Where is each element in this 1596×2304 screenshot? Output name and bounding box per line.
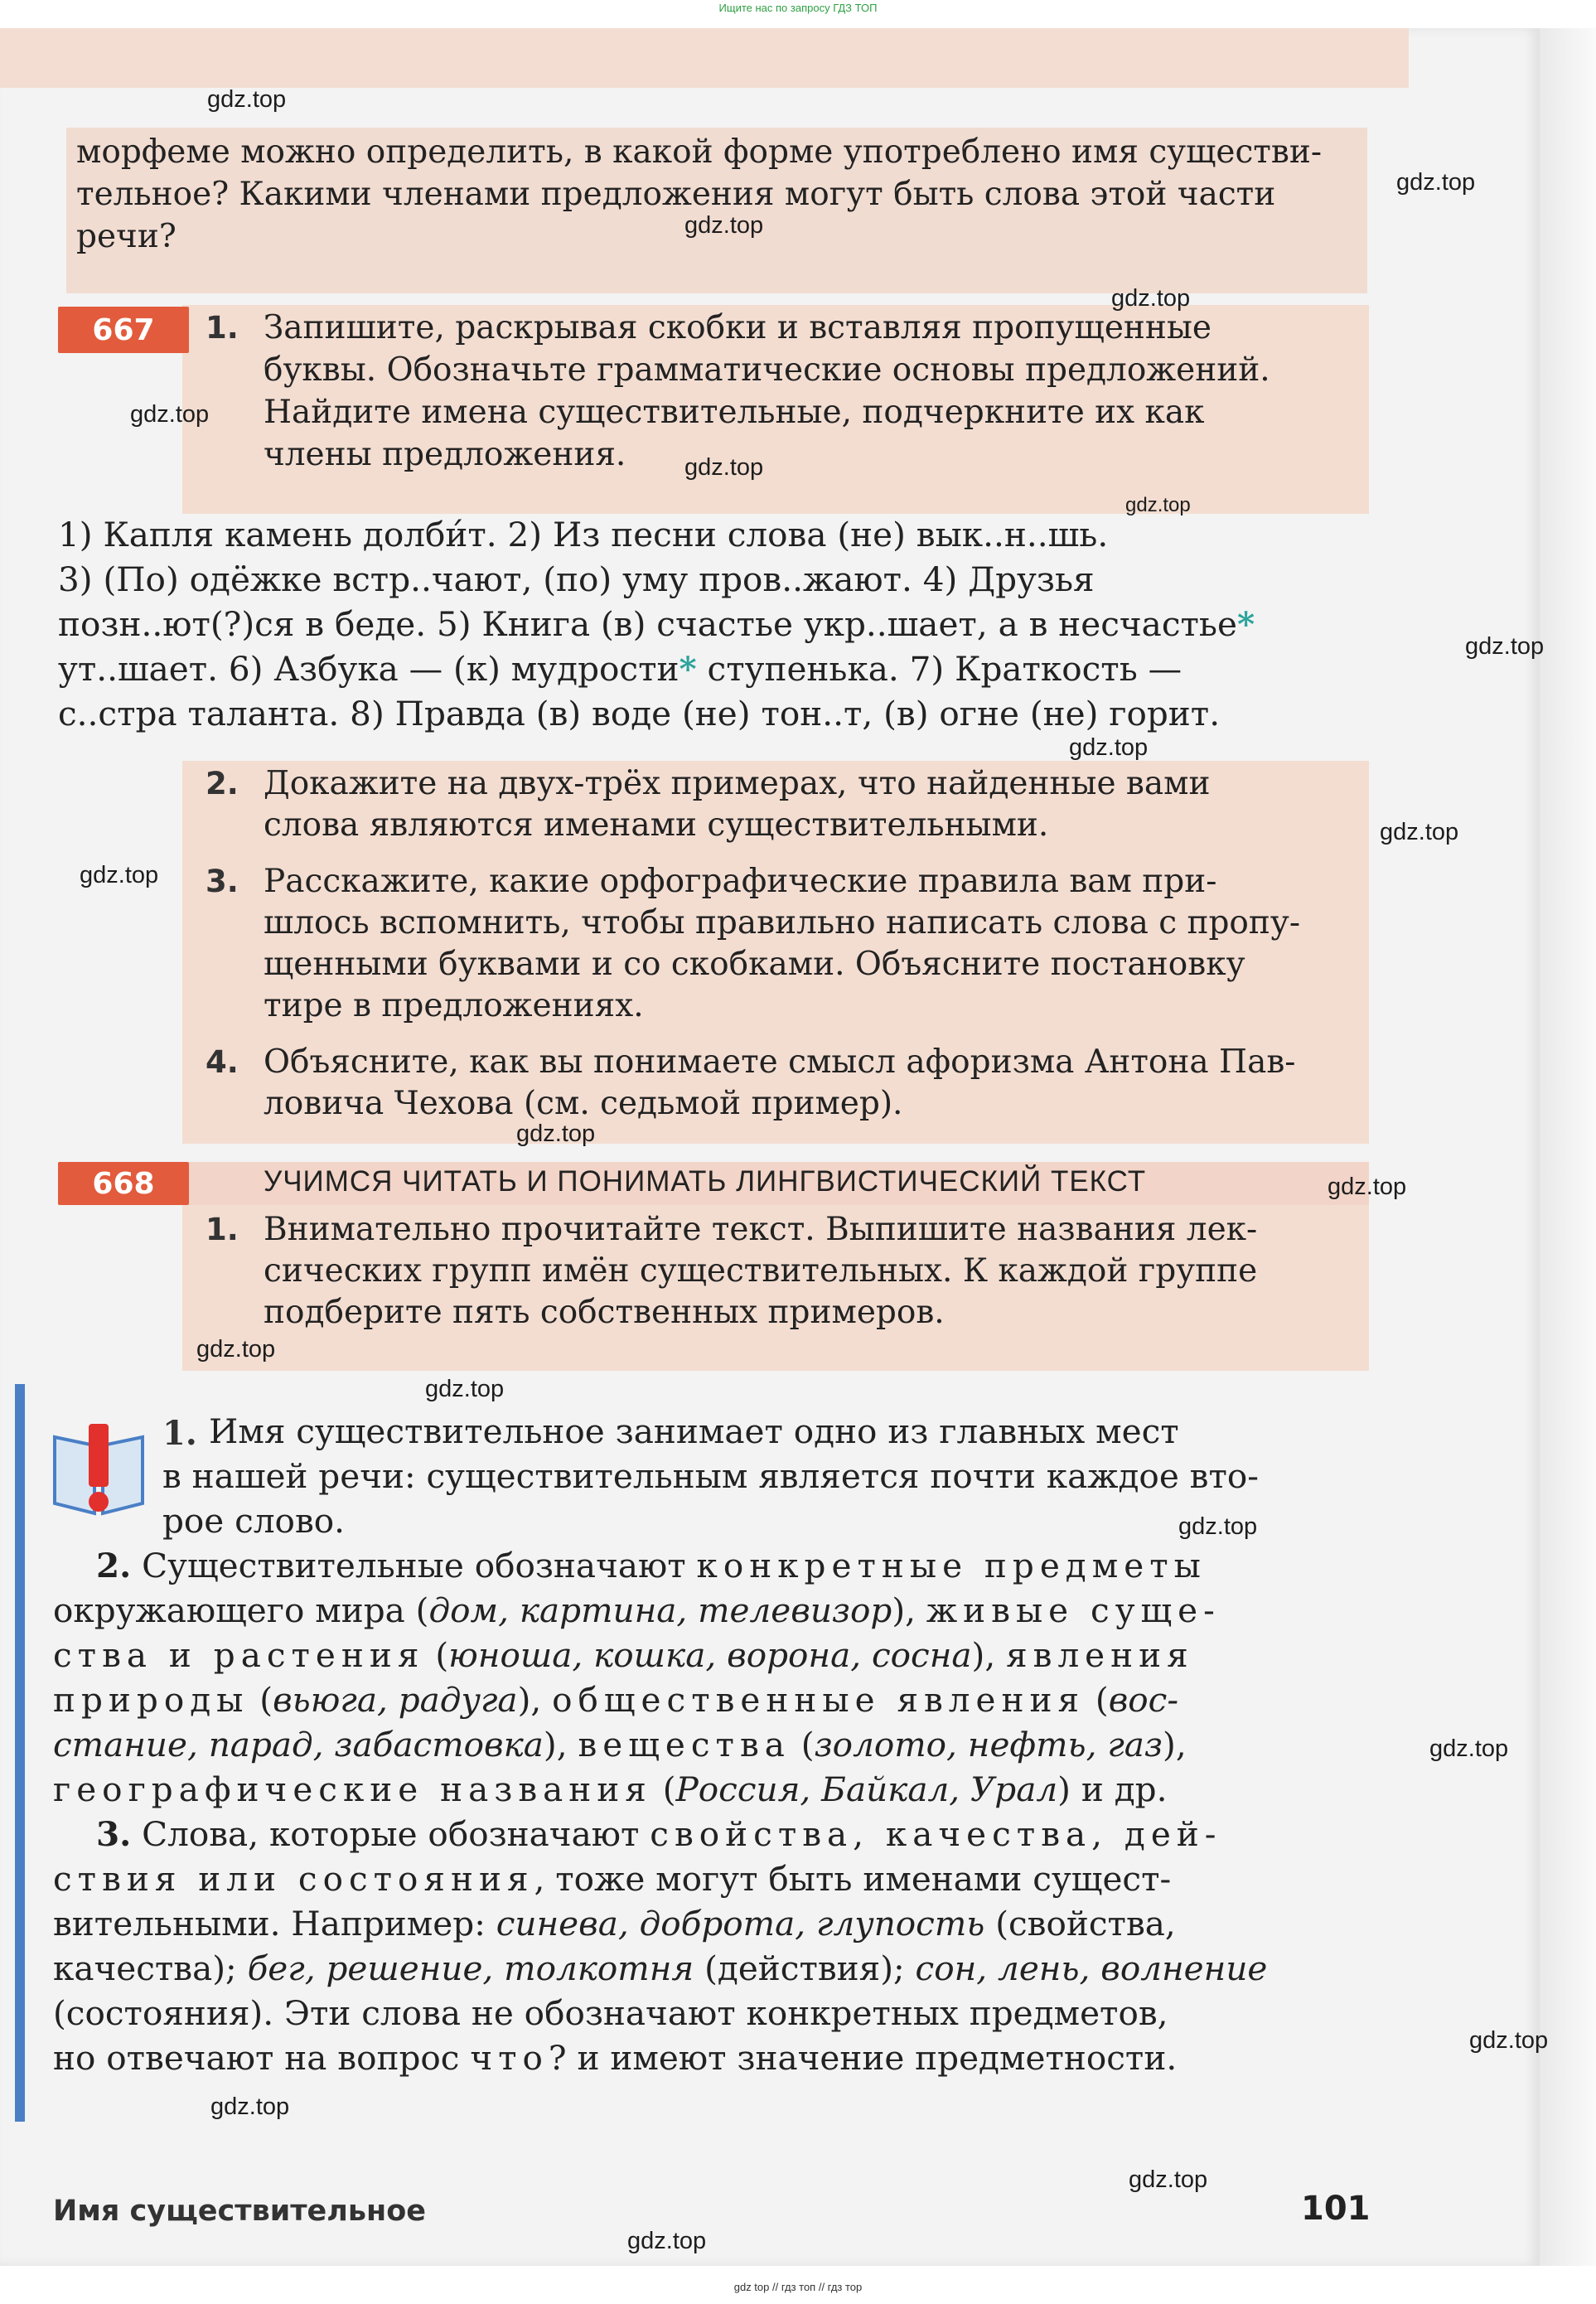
ex667-task1-line-4: члены предложения. <box>264 436 626 473</box>
ex668-task1-line-3: подберите пять собственных примеров. <box>264 1294 945 1331</box>
page-right-edge <box>1540 28 1596 2266</box>
spaced-term: общественные явления <box>552 1680 1086 1720</box>
rule-p3-line-2 <box>53 1856 1366 1901</box>
ex667-task1-line-3: Найдите имена существительные, подчеркните их как <box>264 394 1205 431</box>
ex668-number-badge: 668 <box>58 1162 189 1205</box>
rule-p1-line-1: Имя существительное занимает одно из главных мест <box>209 1411 1179 1451</box>
rule-p2-text: ( <box>790 1725 815 1764</box>
rule-p2-line-4 <box>53 1677 1366 1722</box>
watermark: gdz.top <box>1328 1174 1407 1200</box>
rule-p2-text: ), <box>971 1635 1007 1675</box>
intro-question-line-2: тельное? Какими членами предложения могут быть слова этой части <box>76 176 1276 213</box>
rule-p2-line-1 <box>53 1543 1366 1588</box>
rule-p3-text: (свойства, <box>984 1904 1176 1943</box>
watermark: gdz.top <box>1125 494 1191 516</box>
ex667-sentence-line-4 <box>58 646 1367 691</box>
watermark: gdz.top <box>196 1336 276 1363</box>
rule-p2-line-3 <box>53 1633 1366 1677</box>
ex667-task3-line-4: тире в предложениях. <box>264 987 644 1024</box>
ex667-task2-line-2: слова являются именами существительными. <box>264 806 1049 844</box>
rule-p3-number: 3. <box>96 1814 132 1854</box>
ex667-task4-line-2: ловича Чехова (см. седьмой пример). <box>264 1085 903 1122</box>
watermark: gdz.top <box>684 212 764 239</box>
italic-example: юноша, кошка, ворона, сосна <box>448 1635 972 1675</box>
ex667-sentence-line-3-text: позн..ют(?)ся в беде. 5) Книга (в) счастье укр..шает, а в несчастье <box>58 604 1237 644</box>
rule-p2-text: ) и др. <box>1057 1769 1168 1809</box>
spaced-term: ствия или состояния <box>53 1859 534 1899</box>
watermark: gdz.top <box>207 86 287 113</box>
rule-p3-line-4 <box>53 1946 1366 1991</box>
watermark: gdz.top <box>684 454 764 481</box>
rule-p2-text: ), <box>517 1680 553 1720</box>
watermark: gdz.top <box>1111 285 1191 312</box>
watermark: gdz.top <box>1069 734 1149 761</box>
spaced-term: вещества <box>578 1725 791 1764</box>
ex667-task2-number: 2. <box>206 766 239 801</box>
ex667-task1-line-1: Запишите, раскрывая скобки и вставляя пропущенные <box>264 309 1212 346</box>
italic-example: дом, картина, телевизор <box>428 1590 892 1630</box>
rule-p3-text: ? и имеют значение предметности. <box>548 2038 1178 2078</box>
rule-p2-text: ( <box>424 1635 449 1675</box>
rule-p1-line-3: рое слово. <box>162 1501 346 1541</box>
ex667-sentence-line-4-part-a: ут..шает. 6) Азбука — (к) мудрости <box>58 649 680 689</box>
ex667-task3-line-1: Расскажите, какие орфографические правила вам при- <box>264 863 1217 900</box>
spaced-term: что <box>470 2038 549 2078</box>
watermark: gdz.top <box>1129 2166 1208 2193</box>
rule-p2-text: ( <box>249 1680 273 1720</box>
italic-example: стание, парад, забастовка <box>53 1725 544 1764</box>
rule-p3-line-5: (состояния). Эти слова не обозначают конкретных предметов, <box>53 1993 1168 2033</box>
italic-example: вос- <box>1108 1680 1179 1720</box>
watermark: gdz.top <box>1178 1513 1258 1540</box>
italic-example: вьюга, радуга <box>273 1680 518 1720</box>
rule-p2-line-6 <box>53 1767 1366 1812</box>
watermark: gdz.top <box>1429 1735 1509 1762</box>
rule-p2-text: Существительные обозначают <box>142 1546 697 1585</box>
ex668-task1-line-1: Внимательно прочитайте текст. Выпишите названия лек- <box>264 1211 1258 1248</box>
spaced-term: конкретные предметы <box>696 1546 1207 1585</box>
watermark: gdz.top <box>516 1121 596 1147</box>
spaced-term: свойства, качества, дей- <box>650 1814 1222 1854</box>
rule-p3-line-3 <box>53 1901 1366 1946</box>
ex668-header-title: УЧИМСЯ ЧИТАТЬ И ПОНИМАТЬ ЛИНГВИСТИЧЕСКИЙ ТЕКСТ <box>264 1165 1147 1198</box>
rule-p2-text: ), <box>1163 1725 1187 1764</box>
top-color-band <box>0 28 1409 88</box>
ex667-sentence-line-2: 3) (По) одёжке встр..чают, (по) уму пров..жают. 4) Друзья <box>58 559 1095 599</box>
watermark: gdz.top <box>210 2093 290 2120</box>
footnote-star-icon: * <box>1236 604 1255 644</box>
page-number: 101 <box>1301 2190 1371 2228</box>
rule-p2-line-2 <box>53 1588 1366 1633</box>
rule-p2-text: ), <box>543 1725 578 1764</box>
rule-p3-text: (действия); <box>694 1948 916 1988</box>
ex667-task4-number: 4. <box>206 1044 239 1080</box>
spaced-term: природы <box>53 1680 249 1720</box>
ex667-task3-number: 3. <box>206 864 239 899</box>
rule-p3-line-6 <box>53 2035 1366 2080</box>
ex667-sentence-line-1: 1) Капля камень долби́т. 2) Из песни слова (не) вык..н..шь. <box>58 515 1109 554</box>
rule-p1-line-2: в нашей речи: существительным является почти каждое вто- <box>162 1456 1259 1496</box>
ex668-task1-line-2: сических групп имён существительных. К каждой группе <box>264 1252 1258 1290</box>
spaced-term: ства и растения <box>53 1635 425 1675</box>
spaced-term: явления <box>1006 1635 1194 1675</box>
rule-p3-text: вительными. Например: <box>53 1904 496 1943</box>
watermark: gdz.top <box>627 2228 707 2254</box>
ex667-task1-line-2: буквы. Обозначьте грамматические основы предложений. <box>264 351 1270 389</box>
italic-example: сон, лень, волнение <box>915 1948 1268 1988</box>
rule-p2-text: окружающего мира ( <box>53 1590 429 1630</box>
exclamation-book-icon <box>50 1421 148 1520</box>
ex667-task2-line-1: Докажите на двух-трёх примерах, что найденные вами <box>264 765 1211 802</box>
rule-p2-text: ), <box>892 1590 926 1630</box>
italic-example: бег, решение, толкотня <box>247 1948 694 1988</box>
rule-p1-number: 1. <box>162 1414 197 1453</box>
footer-section-title: Имя существительное <box>53 2195 427 2228</box>
intro-question-line-3: речи? <box>76 218 177 255</box>
watermark: gdz.top <box>80 862 159 888</box>
textbook-page <box>0 28 1540 2266</box>
ex667-sentence-line-4-part-b: ступенька. 7) Краткость — <box>696 649 1182 689</box>
ex667-sentence-line-3 <box>58 602 1367 646</box>
bottom-banner: gdz top // гдз топ // гдз тор <box>733 2281 863 2293</box>
watermark: gdz.top <box>1465 633 1545 660</box>
rule-p2-line-5 <box>53 1722 1366 1767</box>
watermark: gdz.top <box>1380 819 1459 845</box>
top-banner: Ищите нас по запросу ГДЗ ТОП <box>718 2 878 14</box>
italic-example: золото, нефть, газ <box>814 1725 1163 1764</box>
rule-p3-text: Слова, которые обозначают <box>142 1814 650 1854</box>
spaced-term: живые суще- <box>926 1590 1221 1630</box>
ex668-task1-number: 1. <box>206 1212 239 1247</box>
rule-p3-text: но отвечают на вопрос <box>53 2038 471 2078</box>
intro-question-line-1: морфеме можно определить, в какой форме употреблено имя существи- <box>76 133 1323 171</box>
italic-example: синева, доброта, глупость <box>496 1904 985 1943</box>
rule-p3-text: качества); <box>53 1948 248 1988</box>
italic-example: Россия, Байкал, Урал <box>675 1769 1058 1809</box>
watermark: gdz.top <box>425 1376 505 1402</box>
rule-p3-text: , тоже могут быть именами сущест- <box>534 1859 1172 1899</box>
ex667-sentence-line-5: с..стра таланта. 8) Правда (в) воде (не) тон..т, (в) огне (не) горит. <box>58 694 1221 733</box>
rule-p2-text: ( <box>1085 1680 1109 1720</box>
watermark: gdz.top <box>1469 2027 1549 2054</box>
rule-p3-line-1 <box>53 1812 1366 1856</box>
ex667-task3-line-3: щенными буквами и со скобками. Объясните постановку <box>264 946 1245 983</box>
spaced-term: географические названия <box>53 1769 652 1809</box>
ex667-number-badge: 667 <box>58 307 189 353</box>
rule-p2-number: 2. <box>96 1546 132 1585</box>
watermark: gdz.top <box>130 401 210 428</box>
rule-side-bar <box>15 1384 25 2122</box>
footnote-star-icon: * <box>679 649 697 689</box>
rule-p2-text: ( <box>651 1769 676 1809</box>
watermark: gdz.top <box>1396 169 1476 196</box>
ex667-task1-number: 1. <box>206 310 239 346</box>
ex667-task4-line-1: Объясните, как вы понимаете смысл афоризма Антона Пав- <box>264 1043 1296 1081</box>
ex667-task3-line-2: шлось вспомнить, чтобы правильно написать слова с пропу- <box>264 904 1301 941</box>
